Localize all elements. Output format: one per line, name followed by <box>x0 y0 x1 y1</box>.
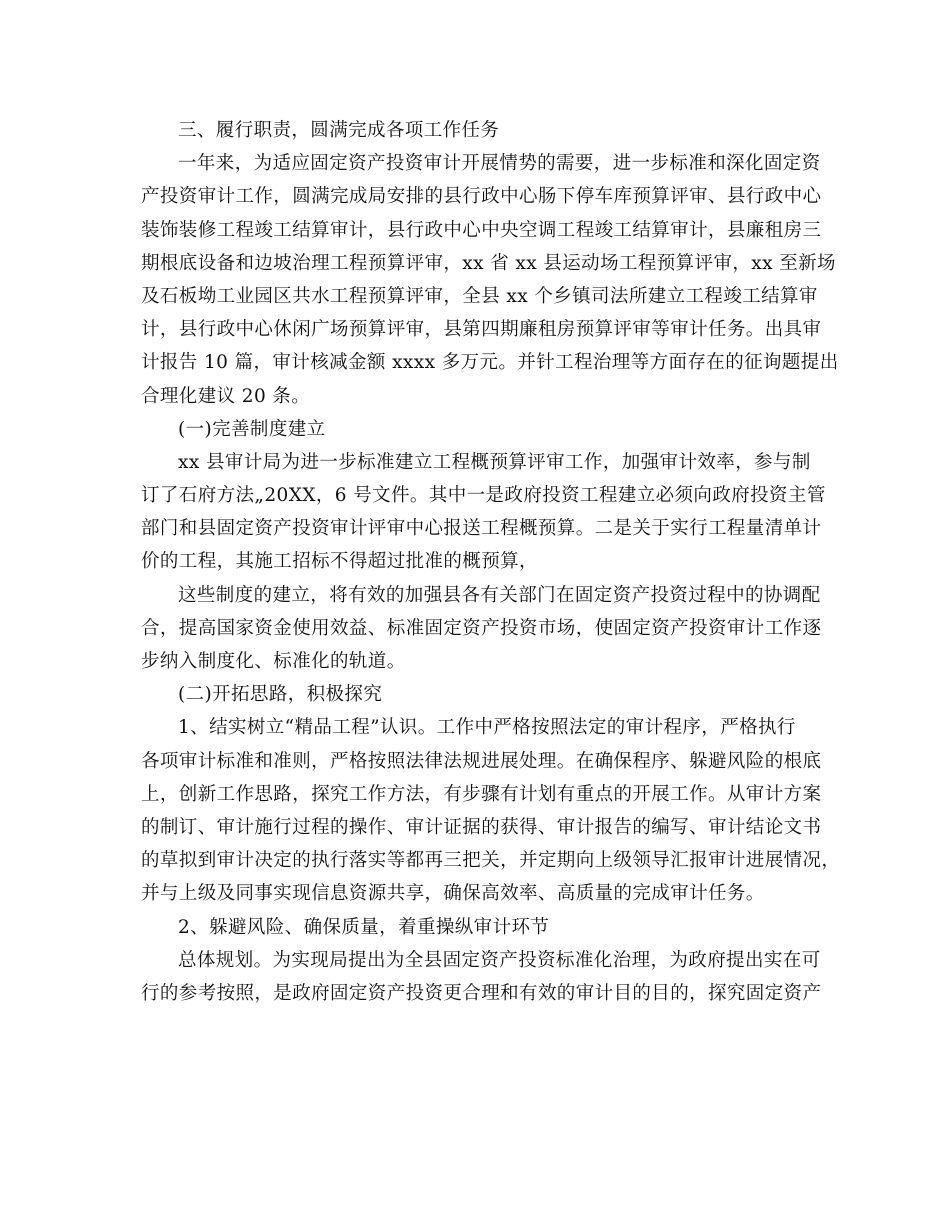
paragraph-line: 价的工程，其施工招标不得超过批准的概预算， <box>141 551 538 573</box>
paragraph-line: 计，县行政中心休闲广场预算评审，县第四期廉租房预算评审等审计任务。出具审 <box>141 319 822 341</box>
paragraph-line: 这些制度的建立，将有效的加强县各有关部门在固定资产投资过程中的协调配 <box>178 584 821 606</box>
paragraph-line: 步纳入制度化、标准化的轨道。 <box>141 651 406 672</box>
document-body <box>141 114 841 1010</box>
paragraph-line: 产投资审计工作，圆满完成局安排的县行政中心肠下停车库预算评审、县行政中心 <box>141 186 822 208</box>
paragraph-line: 合，提高国家资金使用效益、标准固定资产投资市场，使固定资产投资审计工作逐 <box>141 617 822 639</box>
paragraph-line: 的制订、审计施行过程的操作、审计证据的获得、审计报告的编写、审计结论文书 <box>141 816 822 838</box>
paragraph-line: xx 县审计局为进一步标准建立工程概预算评审工作，加强审计效率，参与制 <box>178 451 811 473</box>
paragraph-line: 装饰装修工程竣工结算审计，县行政中心中央空调工程竣工结算审计，县廉租房三 <box>141 219 822 241</box>
paragraph-line: 合理化建议 20 条。 <box>141 385 311 407</box>
paragraph-line: 期根底设备和边坡治理工程预算评审，xx 省 xx 县运动场工程预算评审，xx 至新场 <box>141 252 836 274</box>
paragraph-line: 总体规划。为实现局提出为全县固定资产投资标准化治理，为政府提出实在可 <box>178 949 821 971</box>
subsection-heading: 2、躲避风险、确保质量，着重操纵审计环节 <box>178 916 550 938</box>
subsection-heading: (二)开拓思路，积极探究 <box>178 684 383 706</box>
paragraph-line: 各项审计标准和准则，严格按照法律法规进展处理。在确保程序、躲避风险的根底 <box>141 750 822 772</box>
paragraph-line: 行的参考按照，是政府固定资产投资更合理和有效的审计目的目的，探究固定资产 <box>141 982 822 1004</box>
paragraph-line: 并与上级及同事实现信息资源共享，确保高效率、高质量的完成审计任务。 <box>141 883 765 905</box>
paragraph-line: 一年来，为适应固定资产投资审计开展情势的需要，进一步标准和深化固定资 <box>178 153 821 175</box>
paragraph-line: 订了石府方法„20XX，6 号文件。其中一是政府投资工程建立必须向政府投资主管 <box>141 485 826 507</box>
paragraph-line: 上，创新工作思路，探究工作方法，有步骤有计划有重点的开展工作。从审计方案 <box>141 783 822 805</box>
paragraph-line: 部门和县固定资产投资审计评审中心报送工程概预算。二是关于实行工程量清单计 <box>141 518 822 540</box>
paragraph-line: 及石板坳工业园区共水工程预算评审，全县 xx 个乡镇司法所建立工程竣工结算审 <box>141 285 818 307</box>
section-heading: 三、履行职责，圆满完成各项工作任务 <box>178 120 500 141</box>
paragraph-line: 计报告 10 篇，审计核减金额 xxxx 多万元。并针工程治理等方面存在的征询题提出 <box>141 352 839 374</box>
paragraph-line: 的草拟到审计决定的执行落实等都再三把关，并定期向上级领导汇报审计进展情况， <box>141 850 841 872</box>
paragraph-line: 1、结实树立“精品工程”认识。工作中严格按照法定的审计程序，严格执行 <box>178 717 796 739</box>
subsection-heading: (一)完善制度建立 <box>178 418 326 440</box>
